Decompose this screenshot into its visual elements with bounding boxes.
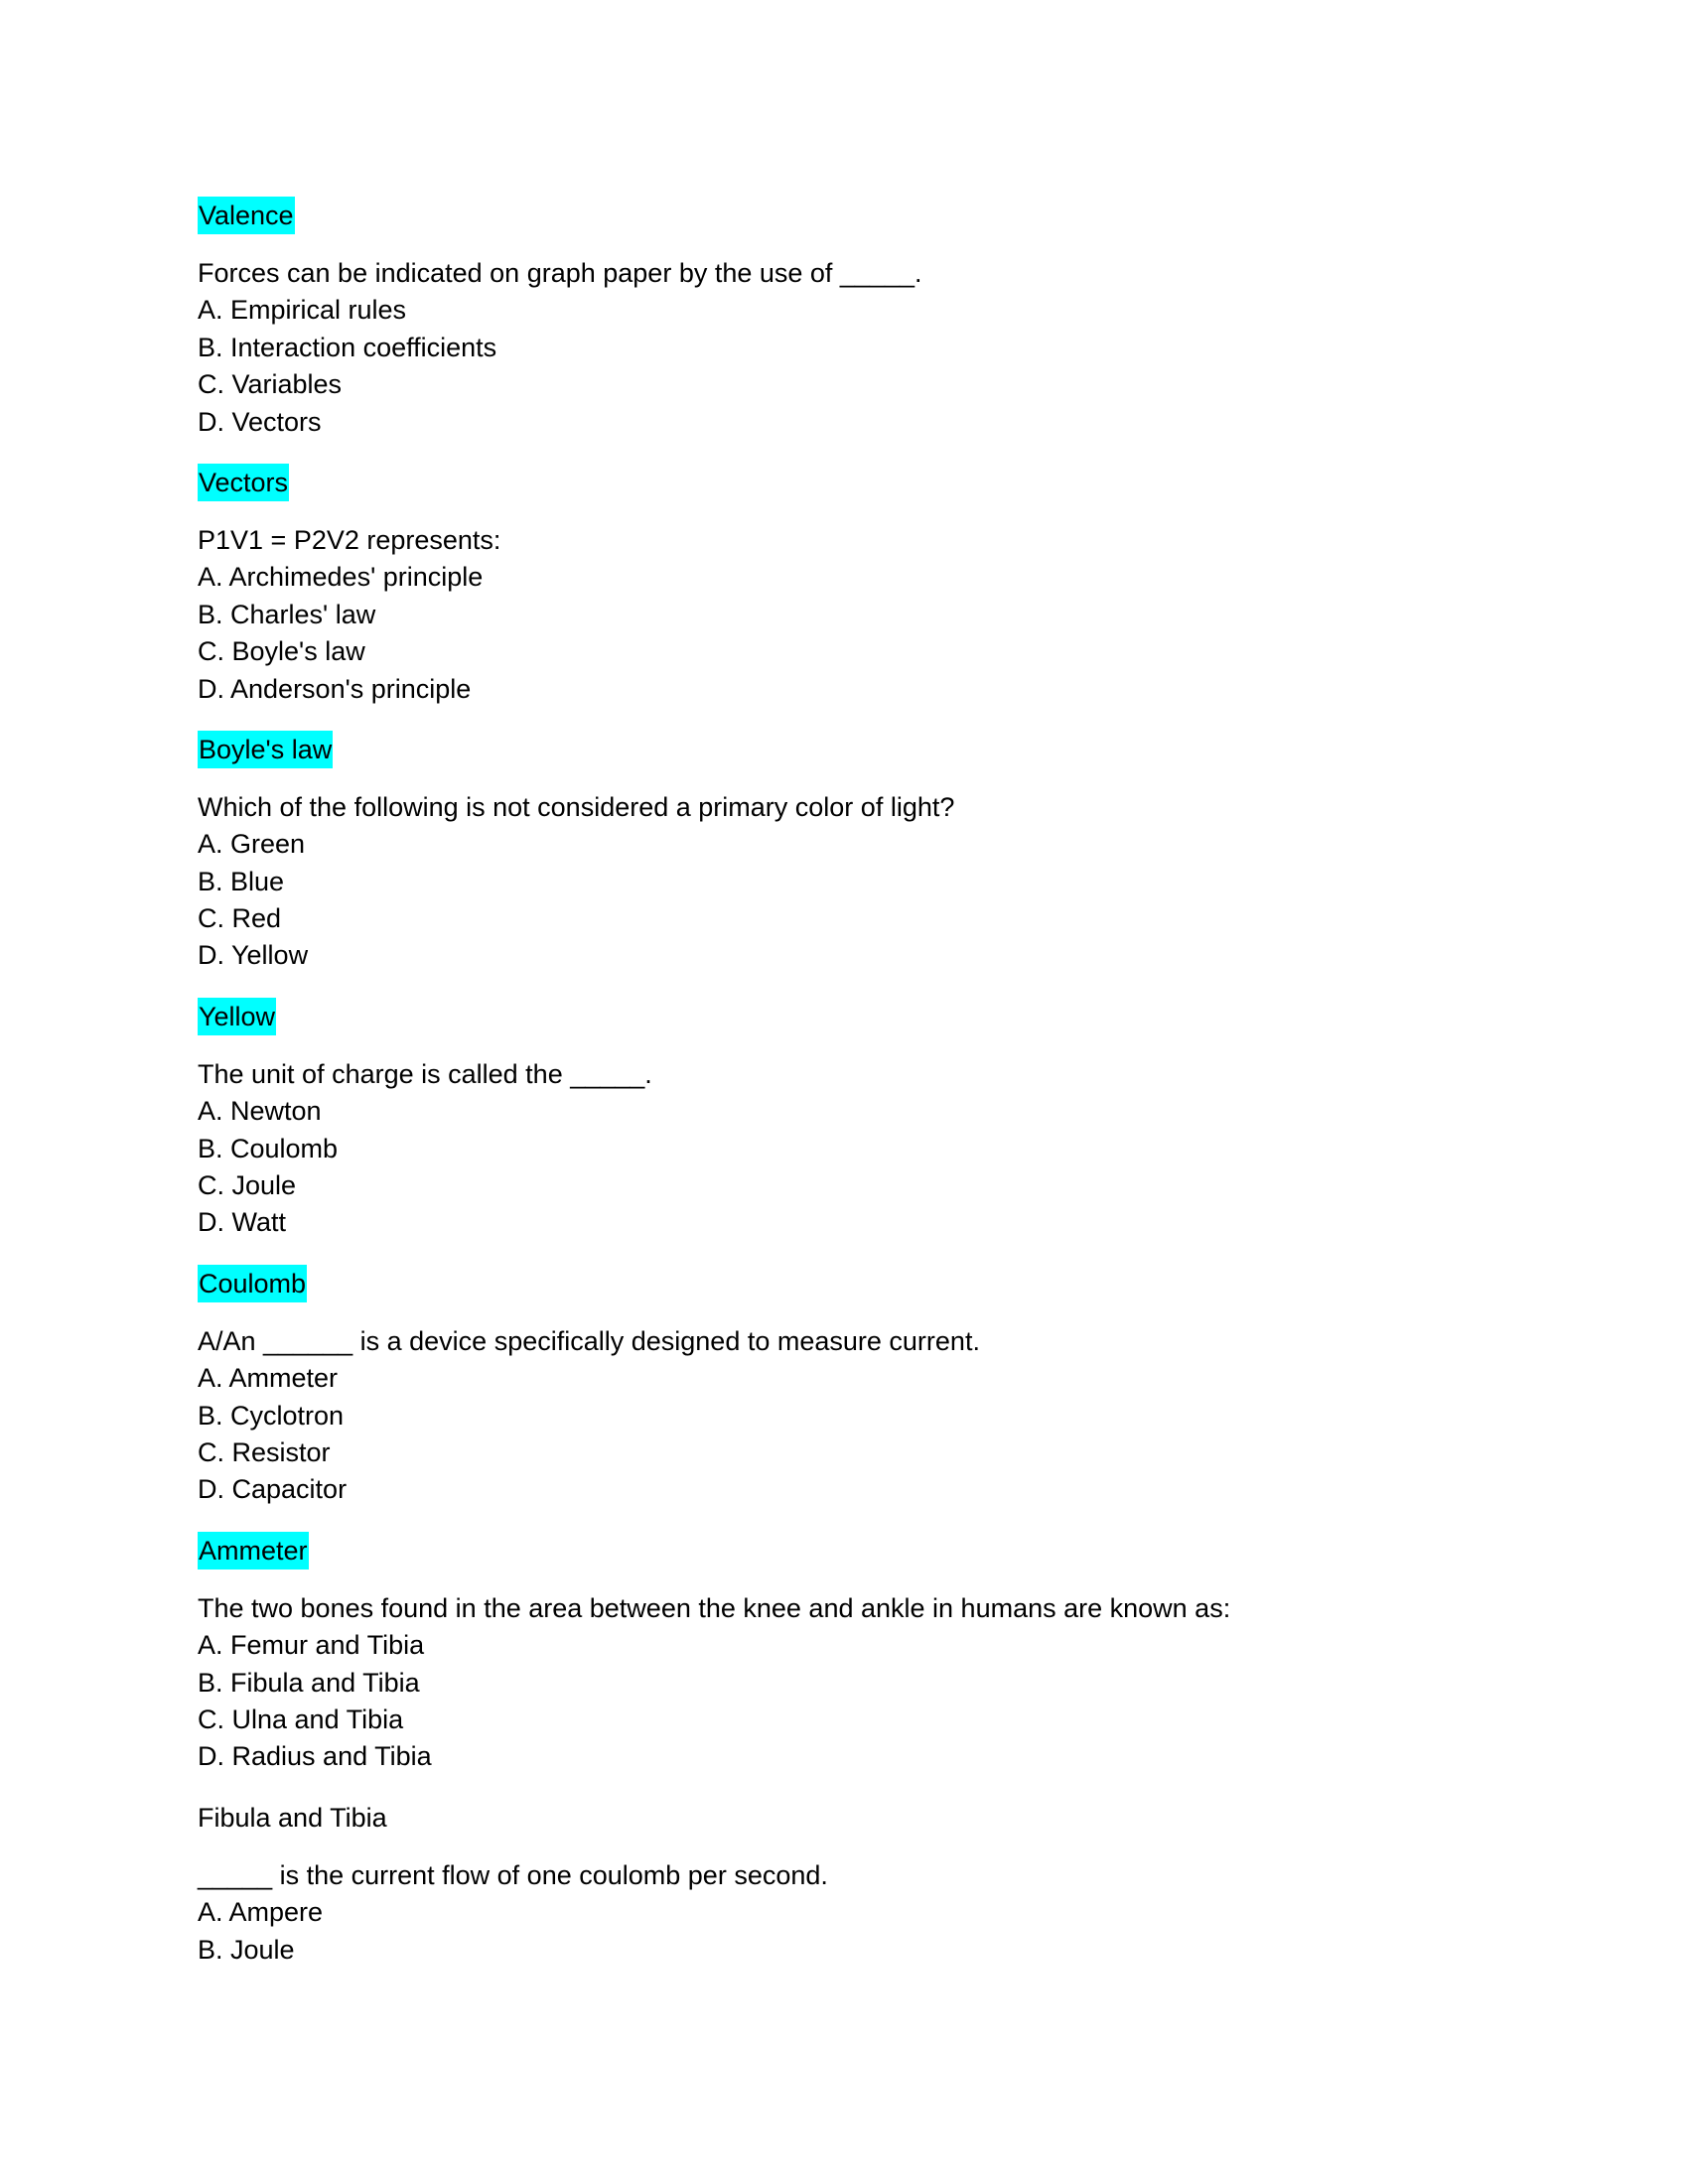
question-group: [198, 1323, 1508, 1509]
quiz-block: [198, 464, 1508, 708]
answer-label-highlighted: Ammeter: [198, 1532, 309, 1570]
question-text: P1V1 = P2V2 represents:: [198, 524, 501, 555]
answer-label-line: [198, 464, 1508, 501]
question-group: [198, 1056, 1508, 1242]
quiz-block: [198, 998, 1508, 1242]
option-b: B. Interaction coefficients: [198, 332, 497, 362]
option-a: A. Femur and Tibia: [198, 1630, 425, 1661]
answer-label-line: [198, 731, 1508, 768]
answer-label-line: [198, 1799, 1508, 1837]
answer-label-line: [198, 1532, 1508, 1570]
option-d: D. Watt: [198, 1207, 287, 1238]
question-group: [198, 255, 1508, 441]
option-b: B. Blue: [198, 866, 285, 896]
question-text: Which of the following is not considered a primary color of light?: [198, 791, 955, 822]
option-b: B. Joule: [198, 1934, 295, 1965]
question-text: Forces can be indicated on graph paper by the use of _____.: [198, 258, 922, 288]
answer-label-highlighted: Boyle's law: [198, 731, 333, 768]
option-b: B. Charles' law: [198, 599, 376, 629]
option-b: B. Coulomb: [198, 1133, 339, 1163]
quiz-block: [198, 1265, 1508, 1509]
question-text: The two bones found in the area between the knee and ankle in humans are known as:: [198, 1592, 1231, 1623]
option-b: B. Fibula and Tibia: [198, 1667, 420, 1698]
option-a: A. Newton: [198, 1096, 322, 1127]
option-c: C. Red: [198, 903, 282, 934]
option-c: C. Ulna and Tibia: [198, 1704, 404, 1734]
option-d: D. Radius and Tibia: [198, 1741, 432, 1772]
option-c: C. Boyle's law: [198, 636, 365, 667]
answer-label-highlighted: Yellow: [198, 998, 276, 1035]
option-d: D. Capacitor: [198, 1474, 348, 1505]
quiz-block: [198, 1799, 1508, 1969]
question-group: [198, 1857, 1508, 1969]
question-text: A/An ______ is a device specifically designed to measure current.: [198, 1325, 980, 1356]
quiz-block: [198, 1532, 1508, 1776]
quiz-block: [198, 731, 1508, 975]
answer-label-highlighted: Vectors: [198, 464, 289, 501]
answer-label-highlighted: Valence: [198, 197, 295, 234]
option-c: C. Resistor: [198, 1436, 331, 1467]
option-a: A. Empirical rules: [198, 295, 407, 326]
quiz-block: [198, 197, 1508, 441]
option-d: D. Anderson's principle: [198, 673, 472, 704]
option-d: D. Yellow: [198, 940, 309, 971]
document-page: [198, 197, 1508, 1991]
option-c: C. Variables: [198, 369, 343, 400]
question-group: [198, 789, 1508, 975]
option-b: B. Cyclotron: [198, 1400, 345, 1431]
option-a: A. Ampere: [198, 1897, 324, 1928]
answer-label: Fibula and Tibia: [198, 1802, 387, 1833]
option-d: D. Vectors: [198, 406, 322, 437]
answer-label-line: [198, 998, 1508, 1035]
answer-label-line: [198, 197, 1508, 234]
answer-label-highlighted: Coulomb: [198, 1265, 307, 1302]
question-group: [198, 522, 1508, 708]
option-c: C. Joule: [198, 1170, 297, 1201]
answer-label-line: [198, 1265, 1508, 1302]
option-a: A. Ammeter: [198, 1363, 339, 1394]
option-a: A. Archimedes' principle: [198, 562, 484, 593]
question-text: _____ is the current flow of one coulomb per second.: [198, 1859, 828, 1890]
question-group: [198, 1590, 1508, 1776]
question-text: The unit of charge is called the _____.: [198, 1058, 652, 1089]
option-a: A. Green: [198, 829, 306, 860]
